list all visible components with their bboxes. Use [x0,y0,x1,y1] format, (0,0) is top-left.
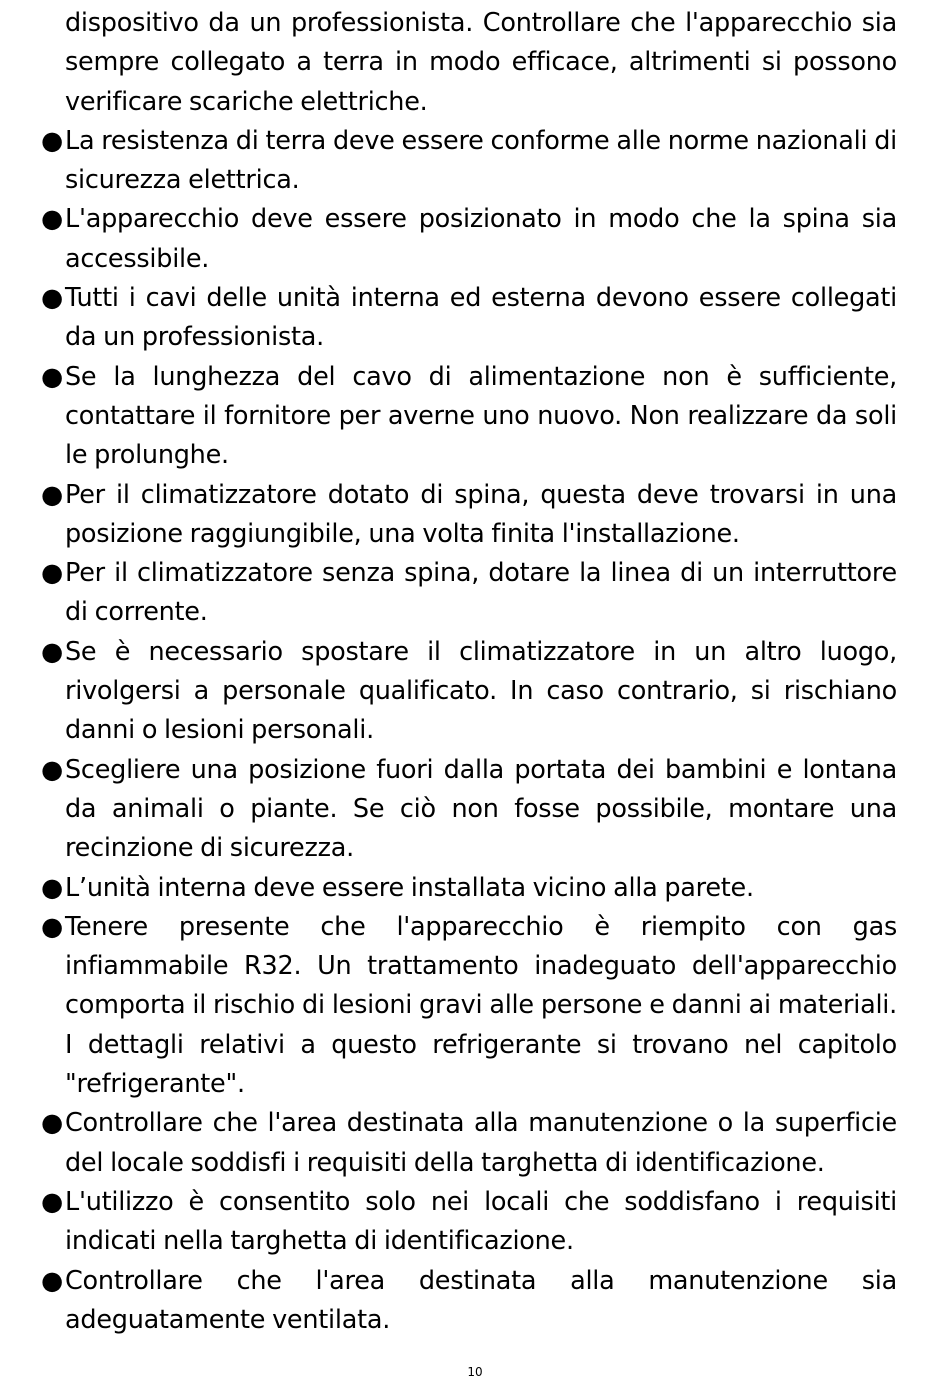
bullet-item [41,869,897,908]
intro-paragraph: dispositivo da un professionista. Controllare che l'apparecchio sia sempre collegato a terra in modo efficace, altrimenti si possono verificare scariche elettriche. [65,8,897,117]
bullet-item [41,279,897,358]
bullet-dot-icon: ● [41,1186,64,1217]
bullet-dot-icon: ● [41,204,64,235]
bullet-item [41,476,897,555]
bullet-dot-icon: ● [41,125,64,156]
bullet-dot-icon: ● [41,558,64,589]
bullet-text: Per il climatizzatore dotato di spina, questa deve trovarsi in una posizione raggiungibile, una volta finita l'installazione. [65,479,897,549]
bullet-text: Controllare che l'area destinata alla manutenzione o la superficie del locale soddisfi i requisiti della targhetta di identificazione. [65,1108,897,1178]
bullet-text: L'utilizzo è consentito solo nei locali che soddisfano i requisiti indicati nella targhetta di identificazione. [65,1186,897,1257]
bullet-item [41,1262,897,1341]
bullet-text: L'apparecchio deve essere posizionato in modo che la spina sia accessibile. [65,204,897,274]
bullet-text: Tenere presente che l'apparecchio è riempito con gas infiammabile R32. Un trattamento inadeguato dell'apparecchio comporta il rischio di lesioni gravi alle persone e danni ai materiali. I dettagli relativi a questo refrigerante si trovano nel capitolo "refrigerante". [65,911,897,1100]
bullet-dot-icon: ● [41,754,64,785]
bullet-item [41,554,897,633]
bullet-text: La resistenza di terra deve essere conforme alle norme nazionali di sicurezza elettrica. [65,125,897,196]
bullet-text: Per il climatizzatore senza spina, dotare la linea di un interruttore di corrente. [65,558,897,628]
bullet-dot-icon: ● [41,479,64,510]
safety-bullet-list [41,122,897,1340]
bullet-dot-icon: ● [41,283,64,314]
page-content [41,4,897,1340]
bullet-dot-icon: ● [41,911,64,942]
bullet-item [41,633,897,751]
page-number: 10 [467,1365,483,1379]
bullet-dot-icon: ● [41,1108,64,1139]
bullet-item [41,358,897,476]
bullet-dot-icon: ● [41,636,64,667]
bullet-item [41,1183,897,1262]
bullet-item [41,200,897,279]
bullet-item [41,751,897,869]
bullet-text: Controllare che l'area destinata alla manutenzione sia adeguatamente ventilata. [65,1265,897,1335]
bullet-item [41,908,897,1104]
bullet-text: L’unità interna deve essere installata vicino alla parete. [65,872,754,903]
bullet-item [41,1104,897,1183]
bullet-text: Tutti i cavi delle unità interna ed esterna devono essere collegati da un professionista. [65,283,897,353]
bullet-text: Scegliere una posizione fuori dalla portata dei bambini e lontana da animali o piante. Se ciò non fosse possibile, montare una recinzione di sicurezza. [65,754,897,864]
bullet-dot-icon: ● [41,872,64,903]
bullet-text: Se la lunghezza del cavo di alimentazione non è sufficiente, contattare il fornitore per averne uno nuovo. Non realizzare da soli le prolunghe. [65,361,897,471]
bullet-text: Se è necessario spostare il climatizzatore in un altro luogo, rivolgersi a personale qualificato. In caso contrario, si rischiano danni o lesioni personali. [65,636,897,746]
bullet-dot-icon: ● [41,361,64,392]
bullet-item [41,122,897,201]
bullet-dot-icon: ● [41,1265,64,1296]
